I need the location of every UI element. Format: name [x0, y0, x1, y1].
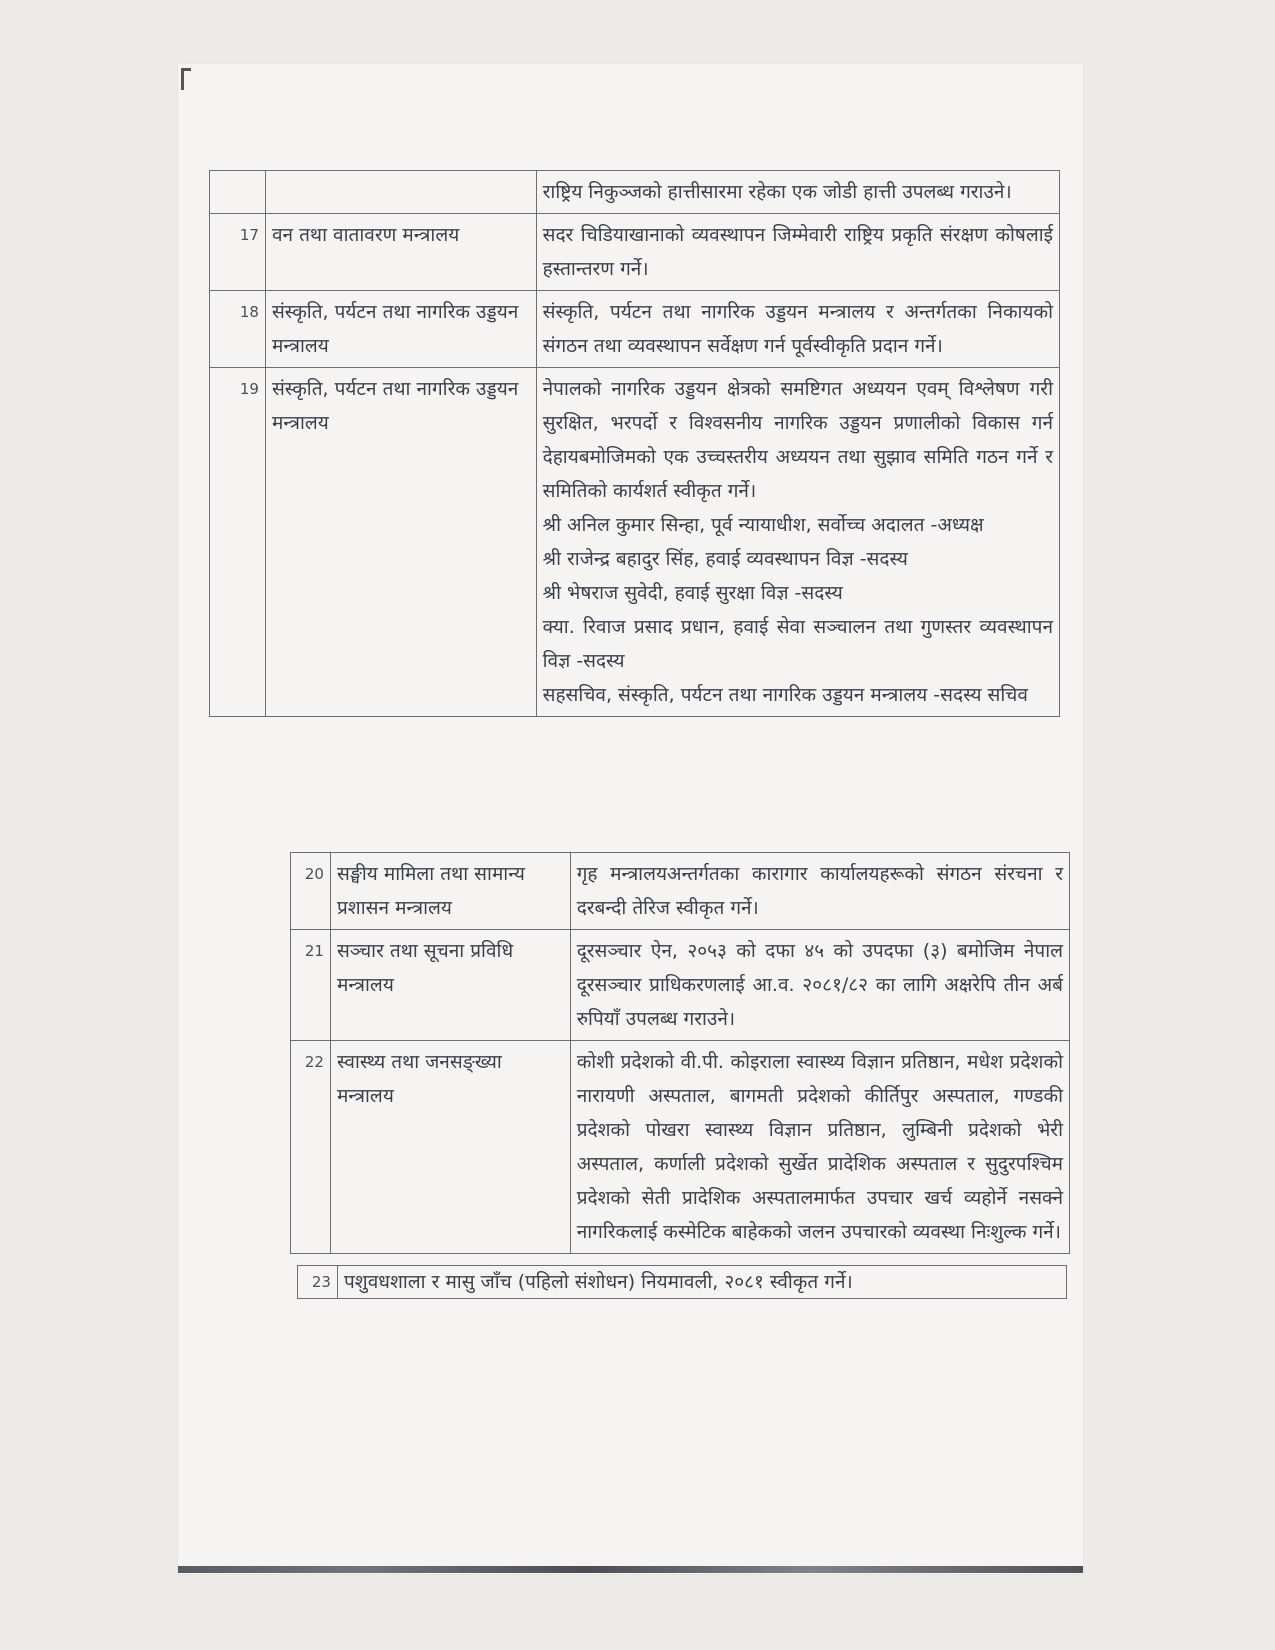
serial-number: 18 [210, 291, 266, 368]
page-corner-mark [181, 68, 184, 90]
decision-cell: कोशी प्रदेशको वी.पी. कोइराला स्वास्थ्य विज्ञान प्रतिष्ठान, मधेश प्रदेशको नारायणी अस्पताल, बागमती प्रदेशको कीर्तिपुर अस्पताल, गण्डकी प्रदेशको पोखरा स्वास्थ्य विज्ञान प्रतिष्ठान, लुम्बिनी प्रदेशको भेरी अस्पताल, कर्णाली प्रदेशको सुर्खेत प्रादेशिक अस्पताल र सुदुरपश्चिम प्रदेशको सेती प्रादेशिक अस्पतालमार्फत उपचार खर्च व्यहोर्ने नसक्ने नागरिकलाई कस्मेटिक बाहेकको जलन उपचारको व्यवस्था निःशुल्क गर्ने। [570, 1041, 1069, 1254]
ministry-cell: सञ्चार तथा सूचना प्रविधि मन्त्रालय [330, 930, 570, 1041]
decision-text: नेपालको नागरिक उड्डयन क्षेत्रको समष्टिगत अध्ययन एवम् विश्लेषण गरी सुरक्षित, भरपर्दो र विश्वसनीय नागरिक उड्डयन प्रणालीको विकास गर्न देहायबमोजिमको एक उच्चस्तरीय अध्ययन तथा सुझाव समिति गठन गर्ने र समितिको कार्यशर्त स्वीकृत गर्ने। [542, 378, 1053, 502]
ministry-cell: सङ्घीय मामिला तथा सामान्य प्रशासन मन्त्रालय [330, 853, 570, 930]
serial-number [210, 171, 266, 214]
table-row [210, 368, 1060, 717]
decision-cell: सदर चिडियाखानाको व्यवस्थापन जिम्मेवारी राष्ट्रिय प्रकृति संरक्षण कोषलाई हस्तान्तरण गर्ने। [536, 214, 1059, 291]
scan-edge-shadow [178, 1566, 1083, 1573]
serial-number: 23 [298, 1266, 338, 1299]
serial-number: 19 [210, 368, 266, 717]
serial-number: 21 [291, 930, 331, 1041]
ministry-cell: संस्कृति, पर्यटन तथा नागरिक उड्डयन मन्त्रालय [265, 291, 536, 368]
decisions-table-part-2 [290, 852, 1070, 1254]
serial-number: 22 [291, 1041, 331, 1254]
ministry-cell: वन तथा वातावरण मन्त्रालय [265, 214, 536, 291]
committee-member: श्री अनिल कुमार सिन्हा, पूर्व न्यायाधीश, सर्वोच्च अदालत -अध्यक्ष [542, 514, 984, 536]
decision-cell: दूरसञ्चार ऐन, २०५३ को दफा ४५ को उपदफा (३) बमोजिम नेपाल दूरसञ्चार प्राधिकरणलाई आ.व. २०८१/८२ का लागि अक्षरेपि तीन अर्ब रुपियाँ उपलब्ध गराउने। [570, 930, 1069, 1041]
page-corner-mark-top [181, 68, 191, 71]
table-row [298, 1266, 1067, 1299]
table-row [210, 171, 1060, 214]
ministry-cell: संस्कृति, पर्यटन तथा नागरिक उड्डयन मन्त्रालय [265, 368, 536, 717]
committee-member: क्या. रिवाज प्रसाद प्रधान, हवाई सेवा सञ्चालन तथा गुणस्तर व्यवस्थापन विज्ञ -सदस्य [542, 616, 1053, 672]
decision-cell: पशुवधशाला र मासु जाँच (पहिलो संशोधन) नियमावली, २०८१ स्वीकृत गर्ने। [337, 1266, 1066, 1299]
table-row [291, 853, 1070, 930]
ministry-cell: स्वास्थ्य तथा जनसङ्ख्या मन्त्रालय [330, 1041, 570, 1254]
table-row [291, 1041, 1070, 1254]
decision-cell [536, 368, 1059, 717]
committee-member: श्री राजेन्द्र बहादुर सिंह, हवाई व्यवस्थापन विज्ञ -सदस्य [542, 548, 908, 570]
decision-cell: गृह मन्त्रालयअन्तर्गतका कारागार कार्यालयहरूको संगठन संरचना र दरबन्दी तेरिज स्वीकृत गर्ने। [570, 853, 1069, 930]
serial-number: 20 [291, 853, 331, 930]
decisions-table-part-3 [297, 1265, 1067, 1299]
table-row [291, 930, 1070, 1041]
ministry-cell [265, 171, 536, 214]
committee-member: सहसचिव, संस्कृति, पर्यटन तथा नागरिक उड्डयन मन्त्रालय -सदस्य सचिव [542, 684, 1028, 706]
decisions-table-part-1 [209, 170, 1060, 717]
table-row [210, 291, 1060, 368]
table-row [210, 214, 1060, 291]
decision-cell: संस्कृति, पर्यटन तथा नागरिक उड्डयन मन्त्रालय र अन्तर्गतका निकायको संगठन तथा व्यवस्थापन सर्वेक्षण गर्न पूर्वस्वीकृति प्रदान गर्ने। [536, 291, 1059, 368]
decision-cell: राष्ट्रिय निकुञ्जको हात्तीसारमा रहेका एक जोडी हात्ती उपलब्ध गराउने। [536, 171, 1059, 214]
committee-member: श्री भेषराज सुवेदी, हवाई सुरक्षा विज्ञ -सदस्य [542, 582, 843, 604]
serial-number: 17 [210, 214, 266, 291]
